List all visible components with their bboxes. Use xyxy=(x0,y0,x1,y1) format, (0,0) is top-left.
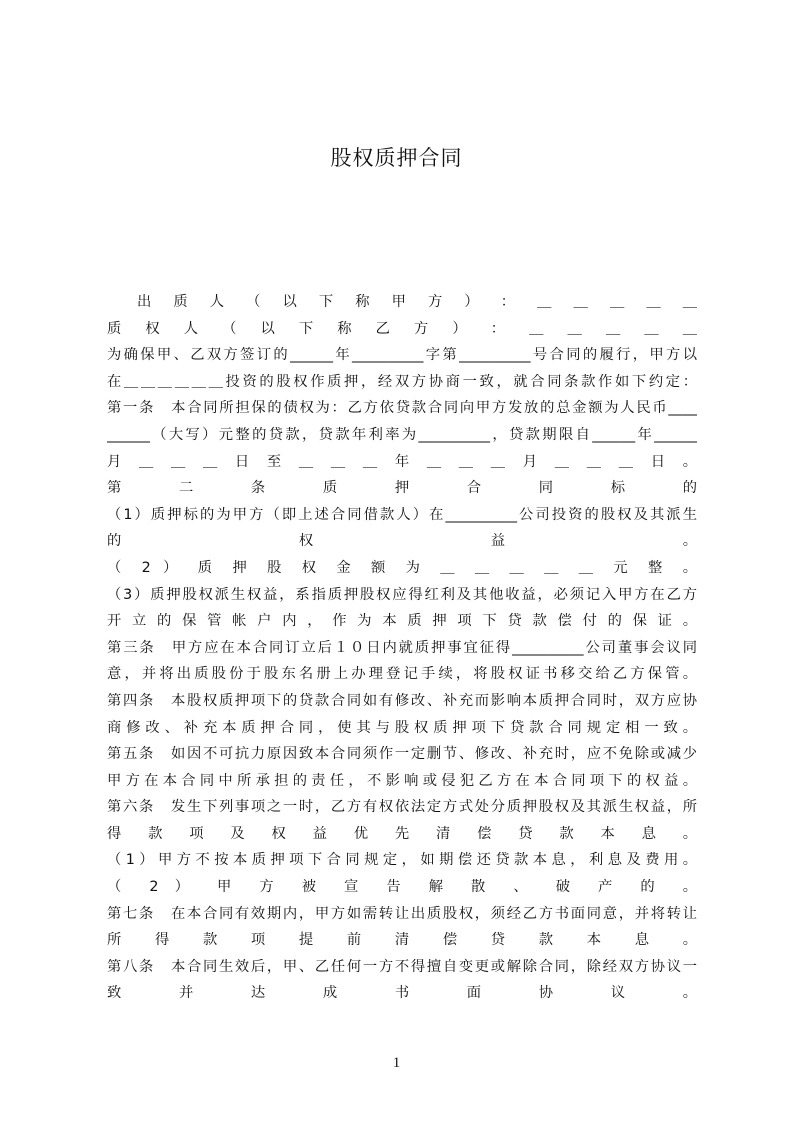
contract-line: 第七条 在本合同有效期内，甲方如需转让出质股权，须经乙方书面同意，并将转让 xyxy=(107,905,697,922)
contract-line: 商修改、补充本质押合同，使其与股权质押项下贷款合同规定相一致。 xyxy=(107,719,697,736)
contract-line: 第四条 本股权质押项下的贷款合同如有修改、补充而影响本质押合同时，双方应协 xyxy=(107,692,697,709)
contract-line: 第 二 条 质 押 合 同 标 的 xyxy=(107,480,697,497)
contract-line: 第三条 甲方应在本合同订立后１０日内就质押事宜征得__________公司董事会议同 xyxy=(107,639,697,656)
contract-line: 第八条 本合同生效后，甲、乙任何一方不得擅自变更或解除合同，除经双方协议一 xyxy=(107,958,697,975)
contract-line: 所 得 款 项 提 前 清 偿 贷 款 本 息 。 xyxy=(107,932,697,949)
document-title: 股权质押合同 xyxy=(330,146,463,170)
contract-line: ______（大写）元整的贷款，贷款年利率为__________，贷款期限自______年______ xyxy=(107,426,697,443)
contract-line: （3）质押股权派生权益，系指质押股权应得红利及其他收益，必须记入甲方在乙方 xyxy=(107,586,697,603)
contract-line: 出 质 人 （ 以 下 称 甲 方 ） ： ＿ ＿ ＿ ＿ ＿ xyxy=(137,294,697,310)
contract-body xyxy=(107,289,697,1007)
contract-line: 得 款 项 及 权 益 优 先 清 偿 贷 款 本 息 。 xyxy=(107,825,697,842)
contract-line: 致 并 达 成 书 面 协 议 。 xyxy=(107,985,697,1002)
contract-line: 开立的保管帐户内，作为本质押项下贷款偿付的保证。 xyxy=(107,613,697,630)
contract-line: （1）甲方不按本质押项下合同规定，如期偿还贷款本息，利息及费用。 xyxy=(107,852,697,869)
contract-line: 在＿＿＿＿＿＿投资的股权作质押，经双方协商一致，就合同条款作如下约定： xyxy=(107,373,697,390)
contract-line: （ 2 ） 甲 方 被 宣 告 解 散 、 破 产 的 。 xyxy=(107,879,697,896)
contract-line: 质 权 人 （ 以 下 称 乙 方 ） ： ＿ ＿ ＿ ＿ ＿ xyxy=(107,320,697,337)
contract-line: 第一条 本合同所担保的债权为：乙方依贷款合同向甲方发放的总金额为人民币____ xyxy=(107,400,697,417)
contract-line: 第六条 发生下列事项之一时，乙方有权依法定方式处分质押股权及其派生权益，所 xyxy=(107,799,697,816)
contract-line: 甲方在本合同中所承担的责任，不影响或侵犯乙方在本合同项下的权益。 xyxy=(107,772,697,789)
contract-line: 的 权 益 。 xyxy=(107,533,697,550)
contract-line: 为确保甲、乙双方签订的______年__________字第__________号合同的履行，甲方以 xyxy=(107,347,697,364)
contract-line: 月 ＿ ＿ ＿ 日 至 ＿ ＿ ＿ 年 ＿ ＿ ＿ 月 ＿ ＿ ＿ 日 。 xyxy=(107,453,697,470)
contract-line: （1）质押标的为甲方（即上述合同借款人）在__________公司投资的股权及其派生 xyxy=(107,506,697,523)
contract-line: 意，并将出质股份于股东名册上办理登记手续，将股权证书移交给乙方保管。 xyxy=(107,666,697,683)
page-number: 1 xyxy=(392,1055,401,1071)
contract-line: （ 2 ） 质 押 股 权 金 额 为 ＿ ＿ ＿ ＿ ＿ 元 整 。 xyxy=(107,559,697,576)
contract-line: 第五条 如因不可抗力原因致本合同须作一定删节、修改、补充时，应不免除或减少 xyxy=(107,746,697,763)
